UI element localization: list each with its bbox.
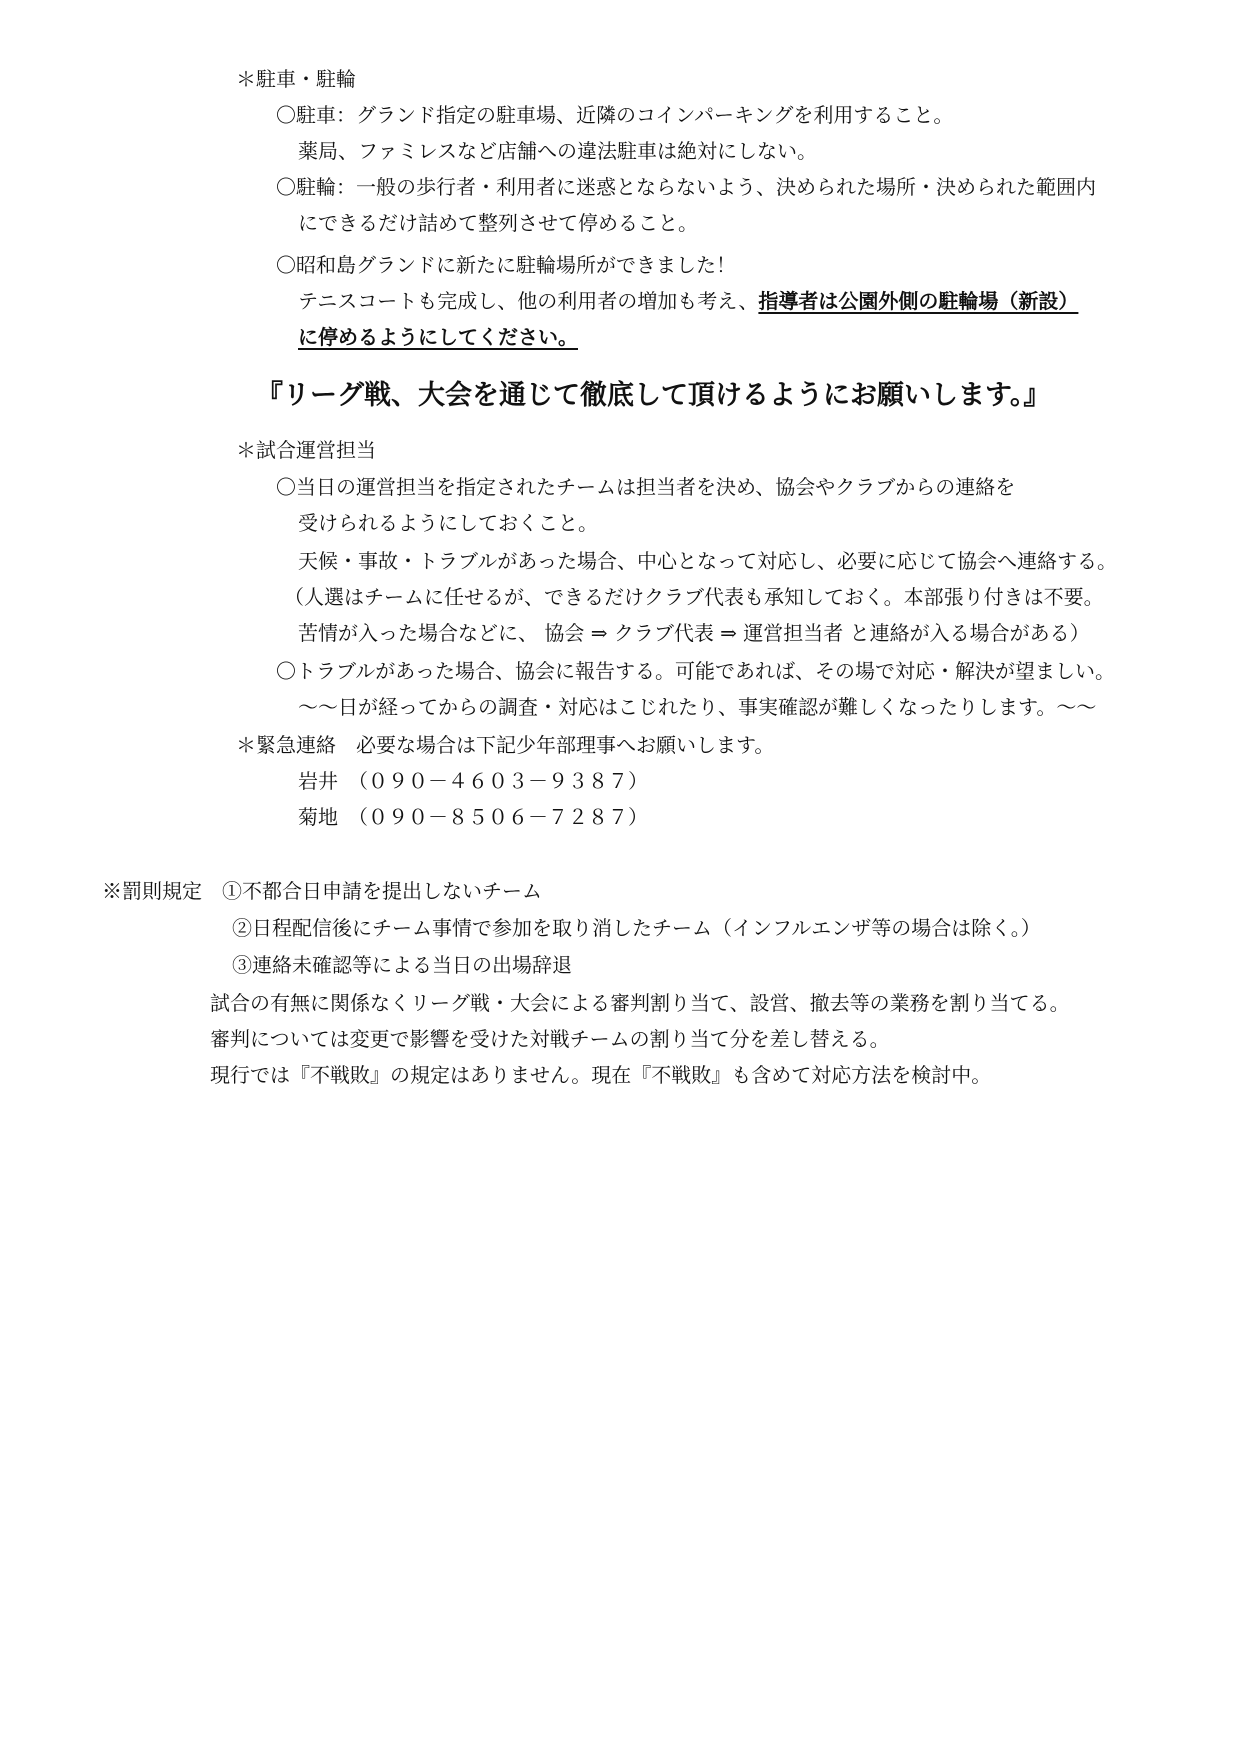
parking-heading: ＊駐車・駐輪 (236, 67, 356, 91)
penalty-rule3: ③連絡未確認等による当日の出場辞退 (232, 953, 572, 977)
parking-new-line2 (298, 287, 1078, 315)
emergency-heading: ＊緊急連絡 必要な場合は下記少年部理事へお願いします。 (236, 733, 775, 757)
emergency-contact-kikuchi: 菊地 （０９０－８５０６－７２８７） (298, 805, 648, 829)
parking-new-line1: 〇昭和島グランドに新たに駐輪場所ができました！ (276, 253, 736, 277)
emergency-contact-iwai: 岩井 （０９０－４６０３－９３８７） (298, 769, 648, 793)
parking-car-line1: 〇駐車：グランド指定の駐車場、近隣のコインパーキングを利用すること。 (276, 103, 954, 127)
operation-line3: 天候・事故・トラブルがあった場合、中心となって対応し、必要に応じて協会へ連絡する。 (298, 549, 1117, 573)
operation-line5: 苦情が入った場合などに、 協会 ⇒ クラブ代表 ⇒ 運営担当者 と連絡が入る場合がある） (298, 621, 1090, 645)
parking-new-line2-emphasis: 指導者は公園外側の駐輪場（新設） (758, 289, 1079, 313)
parking-car-line2: 薬局、ファミレスなど店舗への違法駐車は絶対にしない。 (298, 139, 817, 163)
operation-heading: ＊試合運営担当 (236, 438, 376, 462)
penalty-note3: 現行では『不戦敗』の規定はありません。現在『不戦敗』も含めて対応方法を検討中。 (210, 1063, 992, 1087)
penalty-note1: 試合の有無に関係なくリーグ戦・大会による審判割り当て、設営、撤去等の業務を割り当てる。 (210, 991, 1070, 1015)
operation-line1: 〇当日の運営担当を指定されたチームは担当者を決め、協会やクラブからの連絡を (276, 475, 1016, 499)
penalty-rule1: ※罰則規定 ①不都合日申請を提出しないチーム (102, 879, 542, 903)
slogan: 『リーグ戦、大会を通じて徹底して頂けるようにお願いします。』 (256, 380, 1051, 411)
operation-line7: ～～日が経ってからの調査・対応はこじれたり、事実確認が難しくなったりします。～～ (298, 695, 1097, 719)
parking-new-line2-plain: テニスコートも完成し、他の利用者の増加も考え、 (298, 289, 759, 313)
penalty-rule2: ②日程配信後にチーム事情で参加を取り消したチーム（インフルエンザ等の場合は除く。） (232, 916, 1041, 940)
parking-bike-line2: にできるだけ詰めて整列させて停めること。 (298, 211, 698, 235)
parking-new-line3-emphasis: に停めるようにしてください。 (298, 325, 578, 349)
operation-line2: 受けられるようにしておくこと。 (298, 511, 598, 535)
penalty-note2: 審判については変更で影響を受けた対戦チームの割り当て分を差し替える。 (210, 1027, 890, 1051)
operation-line4: （人選はチームに任せるが、できるだけクラブ代表も承知しておく。本部張り付きは不要。 (284, 585, 1104, 609)
parking-bike-line1: 〇駐輪：一般の歩行者・利用者に迷惑とならないよう、決められた場所・決められた範囲内 (276, 175, 1096, 199)
operation-line6: 〇トラブルがあった場合、協会に報告する。可能であれば、その場で対応・解決が望ましい。 (276, 659, 1115, 683)
